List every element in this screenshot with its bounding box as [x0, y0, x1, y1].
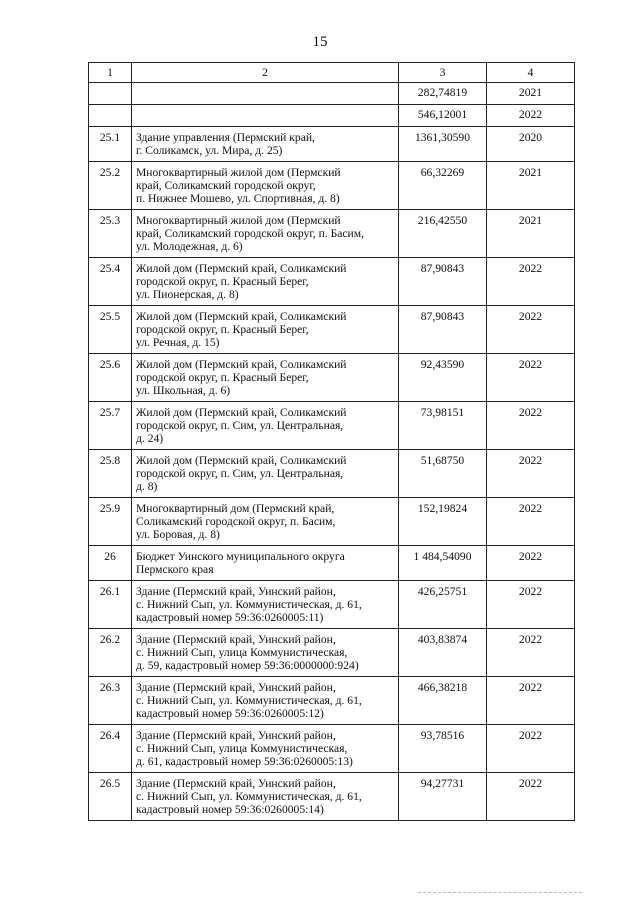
year-cell: 2022: [487, 498, 575, 546]
row-number-cell: 25.6: [89, 354, 132, 402]
column-header: 4: [487, 63, 575, 83]
amount-cell: 216,42550: [399, 210, 487, 258]
object-name-cell: [132, 83, 399, 105]
object-name-cell: Бюджет Уинского муниципального округа Пермского края: [132, 546, 399, 581]
year-cell: 2022: [487, 546, 575, 581]
table-row: [89, 725, 575, 773]
year-cell: 2022: [487, 629, 575, 677]
row-number-cell: 25.7: [89, 402, 132, 450]
amount-cell: 66,32269: [399, 162, 487, 210]
object-name-cell: Здание (Пермский край, Уинский район, с. Нижний Сып, ул. Коммунистическая, д. 61, кадастровый номер 59:36:0260005:12): [132, 677, 399, 725]
amount-cell: 282,74819: [399, 83, 487, 105]
object-name-cell: Многоквартирный дом (Пермский край, Соликамский городской округ, п. Басим, ул. Боровая, д. 8): [132, 498, 399, 546]
object-name-cell: Жилой дом (Пермский край, Соликамский городской округ, п. Красный Берег, ул. Школьная, д. 6): [132, 354, 399, 402]
year-cell: 2022: [487, 725, 575, 773]
year-cell: 2022: [487, 105, 575, 127]
column-header: 2: [132, 63, 399, 83]
row-number-cell: [89, 105, 132, 127]
object-name-cell: Здание (Пермский край, Уинский район, с. Нижний Сып, улица Коммунистическая, д. 61, кадастровый номер 59:36:0260005:13): [132, 725, 399, 773]
amount-cell: 426,25751: [399, 581, 487, 629]
row-number-cell: 25.8: [89, 450, 132, 498]
year-cell: 2022: [487, 773, 575, 821]
row-number-cell: 26.2: [89, 629, 132, 677]
object-name-cell: Многоквартирный жилой дом (Пермский край, Соликамский городской округ, п. Басим, ул. Молодежная, д. 6): [132, 210, 399, 258]
year-cell: 2022: [487, 402, 575, 450]
year-cell: 2022: [487, 450, 575, 498]
row-number-cell: [89, 83, 132, 105]
amount-cell: 93,78516: [399, 725, 487, 773]
year-cell: 2020: [487, 127, 575, 162]
amount-cell: 94,27731: [399, 773, 487, 821]
year-cell: 2022: [487, 306, 575, 354]
amount-cell: 152,19824: [399, 498, 487, 546]
year-cell: 2022: [487, 581, 575, 629]
table-row: [89, 306, 575, 354]
table-row: [89, 450, 575, 498]
table-row: [89, 546, 575, 581]
page-number: 15: [312, 34, 328, 50]
row-number-cell: 25.2: [89, 162, 132, 210]
table-header-row: [89, 63, 575, 83]
row-number-cell: 25.5: [89, 306, 132, 354]
object-name-cell: Здание (Пермский край, Уинский район, с. Нижний Сып, ул. Коммунистическая, д. 61, кадастровый номер 59:36:0260005:11): [132, 581, 399, 629]
object-name-cell: Жилой дом (Пермский край, Соликамский городской округ, п. Красный Берег, ул. Пионерская, д. 8): [132, 258, 399, 306]
row-number-cell: 25.3: [89, 210, 132, 258]
table-row: [89, 354, 575, 402]
amount-cell: 92,43590: [399, 354, 487, 402]
row-number-cell: 26.5: [89, 773, 132, 821]
row-number-cell: 26.4: [89, 725, 132, 773]
row-number-cell: 26: [89, 546, 132, 581]
year-cell: 2022: [487, 354, 575, 402]
amount-cell: 403,83874: [399, 629, 487, 677]
year-cell: 2022: [487, 677, 575, 725]
table-row: [89, 105, 575, 127]
amount-cell: 466,38218: [399, 677, 487, 725]
object-name-cell: Жилой дом (Пермский край, Соликамский городской округ, п. Сим, ул. Центральная, д. 8): [132, 450, 399, 498]
table-row: [89, 83, 575, 105]
row-number-cell: 25.9: [89, 498, 132, 546]
year-cell: 2022: [487, 258, 575, 306]
object-name-cell: Многоквартирный жилой дом (Пермский край, Соликамский городской округ, п. Нижнее Мошево, ул. Спортивная, д. 8): [132, 162, 399, 210]
table-row: [89, 402, 575, 450]
table-row: [89, 581, 575, 629]
table-row: [89, 162, 575, 210]
row-number-cell: 26.3: [89, 677, 132, 725]
object-name-cell: Здание (Пермский край, Уинский район, с. Нижний Сып, ул. Коммунистическая, д. 61, кадастровый номер 59:36:0260005:14): [132, 773, 399, 821]
column-header: 1: [89, 63, 132, 83]
amount-cell: 1 484,54090: [399, 546, 487, 581]
row-number-cell: 25.1: [89, 127, 132, 162]
year-cell: 2021: [487, 210, 575, 258]
row-number-cell: 26.1: [89, 581, 132, 629]
table-row: [89, 498, 575, 546]
table-row: [89, 210, 575, 258]
amount-cell: 73,98151: [399, 402, 487, 450]
amount-cell: 87,90843: [399, 306, 487, 354]
property-table: [88, 62, 575, 821]
year-cell: 2021: [487, 83, 575, 105]
column-header: 3: [399, 63, 487, 83]
amount-cell: 546,12001: [399, 105, 487, 127]
object-name-cell: [132, 105, 399, 127]
table-row: [89, 677, 575, 725]
object-name-cell: Здание (Пермский край, Уинский район, с. Нижний Сып, улица Коммунистическая, д. 59, кадастровый номер 59:36:0000000:924): [132, 629, 399, 677]
table-row: [89, 258, 575, 306]
year-cell: 2021: [487, 162, 575, 210]
amount-cell: 1361,30590: [399, 127, 487, 162]
object-name-cell: Жилой дом (Пермский край, Соликамский городской округ, п. Красный Берег, ул. Речная, д. 15): [132, 306, 399, 354]
amount-cell: 87,90843: [399, 258, 487, 306]
amount-cell: 51,68750: [399, 450, 487, 498]
row-number-cell: 25.4: [89, 258, 132, 306]
scan-artifact-line: [418, 892, 582, 893]
object-name-cell: Здание управления (Пермский край, г. Соликамск, ул. Мира, д. 25): [132, 127, 399, 162]
table-row: [89, 127, 575, 162]
table-row: [89, 773, 575, 821]
object-name-cell: Жилой дом (Пермский край, Соликамский городской округ, п. Сим, ул. Центральная, д. 24): [132, 402, 399, 450]
table-row: [89, 629, 575, 677]
